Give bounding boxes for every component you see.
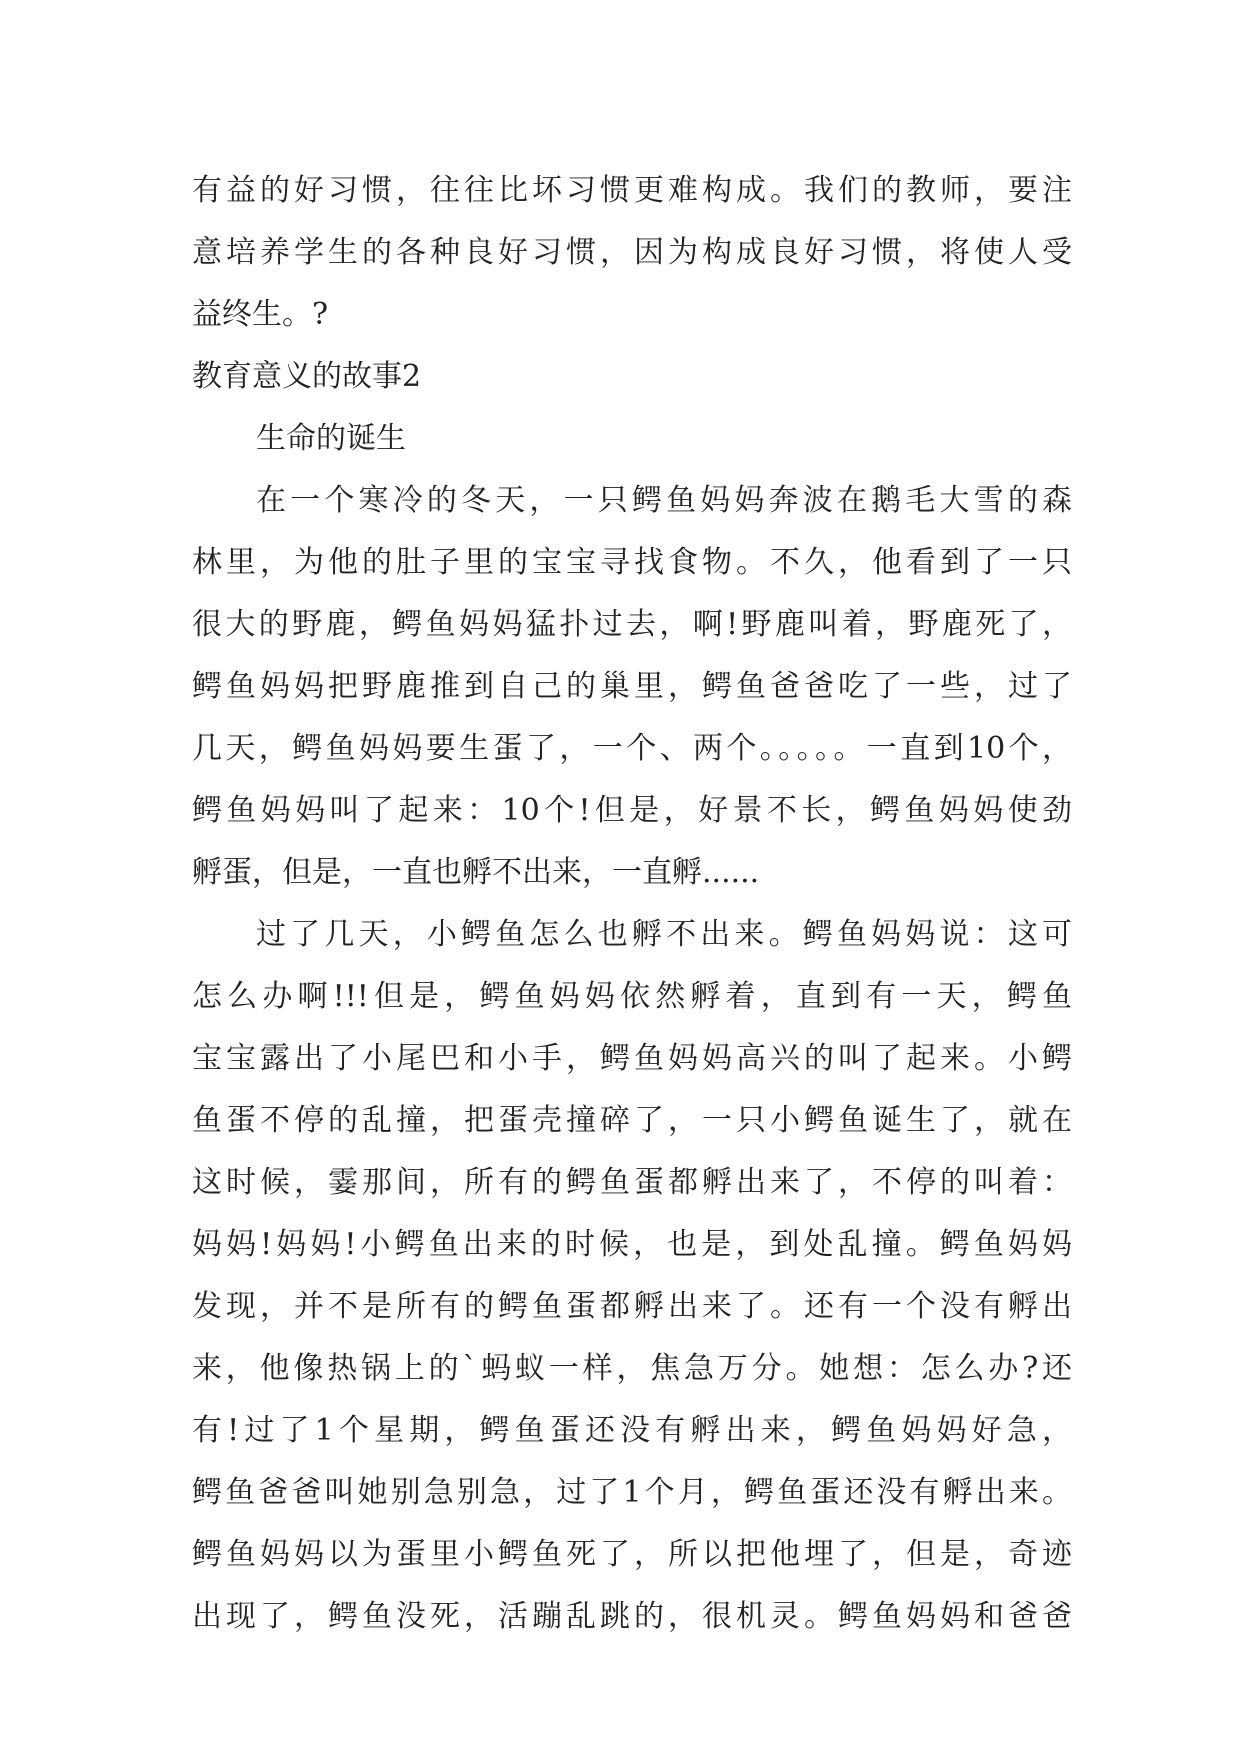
paragraph-p3 — [192, 904, 1072, 1648]
text-line: 意培养学生的各种良好习惯，因为构成良好习惯，将使人受 — [192, 235, 1072, 270]
paragraph-heading — [192, 346, 1072, 408]
text-line: 有!过了1个星期，鳄鱼蛋还没有孵出来，鳄鱼妈妈好急， — [192, 1413, 1072, 1448]
text-line: 这时候，霎那间，所有的鳄鱼蛋都孵出来了，不停的叫着： — [192, 1165, 1072, 1200]
text-line: 鳄鱼妈妈叫了起来：10个!但是，好景不长，鳄鱼妈妈使劲 — [192, 793, 1072, 828]
text-line: 妈妈!妈妈!小鳄鱼出来的时候，也是，到处乱撞。鳄鱼妈妈 — [192, 1227, 1072, 1262]
text-line: 生命的诞生 — [256, 421, 406, 456]
text-line: 几天，鳄鱼妈妈要生蛋了，一个、两个。。。。。一直到10个， — [192, 731, 1072, 766]
text-line: 教育意义的故事2 — [192, 359, 422, 394]
text-line: 过了几天，小鳄鱼怎么也孵不出来。鳄鱼妈妈说：这可 — [256, 917, 1072, 952]
paragraph-subtitle — [192, 408, 1072, 470]
text-line: 鳄鱼妈妈以为蛋里小鳄鱼死了，所以把他埋了，但是，奇迹 — [192, 1537, 1072, 1572]
text-line: 发现，并不是所有的鳄鱼蛋都孵出来了。还有一个没有孵出 — [192, 1289, 1072, 1324]
text-line: 怎么办啊!!!但是，鳄鱼妈妈依然孵着，直到有一天，鳄鱼 — [192, 979, 1072, 1014]
paragraph-p2 — [192, 470, 1072, 904]
text-line: 出现了，鳄鱼没死，活蹦乱跳的，很机灵。鳄鱼妈妈和爸爸 — [192, 1599, 1072, 1634]
text-line: 来，他像热锅上的`蚂蚁一样，焦急万分。她想：怎么办?还 — [192, 1351, 1072, 1386]
text-line: 在一个寒冷的冬天，一只鳄鱼妈妈奔波在鹅毛大雪的森 — [256, 483, 1072, 518]
text-line: 鳄鱼妈妈把野鹿推到自己的巢里，鳄鱼爸爸吃了一些，过了 — [192, 669, 1072, 704]
text-line: 很大的野鹿，鳄鱼妈妈猛扑过去，啊!野鹿叫着，野鹿死了， — [192, 607, 1072, 642]
text-line: 孵蛋，但是，一直也孵不出来，一直孵...... — [192, 855, 760, 890]
text-line: 林里，为他的肚子里的宝宝寻找食物。不久，他看到了一只 — [192, 545, 1072, 580]
paragraph-p1 — [192, 160, 1072, 346]
text-line: 鳄鱼爸爸叫她别急别急，过了1个月，鳄鱼蛋还没有孵出来。 — [192, 1475, 1072, 1510]
text-line: 益终生。? — [192, 297, 329, 332]
document-body — [192, 160, 1072, 1648]
text-line: 宝宝露出了小尾巴和小手，鳄鱼妈妈高兴的叫了起来。小鳄 — [192, 1041, 1072, 1076]
text-line: 有益的好习惯，往往比坏习惯更难构成。我们的教师，要注 — [192, 173, 1072, 208]
text-line: 鱼蛋不停的乱撞，把蛋壳撞碎了，一只小鳄鱼诞生了，就在 — [192, 1103, 1072, 1138]
